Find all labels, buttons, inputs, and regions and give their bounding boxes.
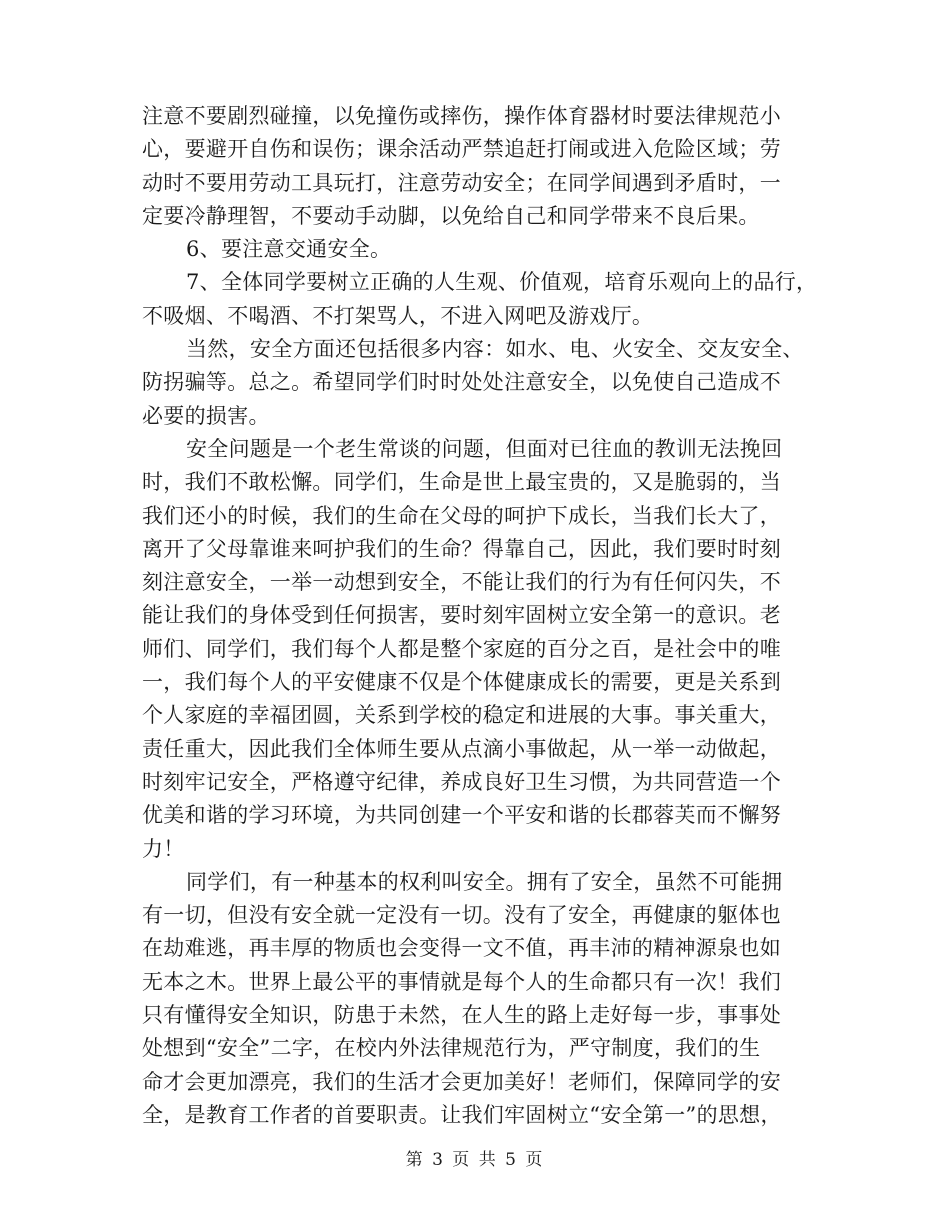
text-line: 全，是教育工作者的首要职责。让我们牢固树立“安全第一”的思想， — [142, 1102, 782, 1127]
text-line: 在劫难逃，再丰厚的物质也会变得一文不值，再丰沛的精神源泉也如 — [142, 936, 781, 961]
text-line: 责任重大，因此我们全体师生要从点滴小事做起，从一举一动做起， — [142, 736, 781, 761]
text-line: 不吸烟、不喝酒、不打架骂人，不进入网吧及游戏厅。 — [142, 303, 654, 328]
text-line: 必要的损害。 — [142, 403, 270, 428]
text-line: 我们还小的时候，我们的生命在父母的呵护下成长，当我们长大了， — [142, 503, 781, 528]
text-line: 只有懂得安全知识，防患于未然，在人生的路上走好每一步，事事处 — [142, 1003, 781, 1028]
paragraph — [142, 233, 810, 266]
text-line: 定要冷静理智，不要动手动脚，以免给自己和同学带来不良后果。 — [142, 203, 760, 228]
text-line: 6、要注意交通安全。 — [186, 237, 392, 262]
text-line: 师们、同学们，我们每个人都是整个家庭的百分之百，是社会中的唯 — [142, 636, 781, 661]
paragraph — [142, 333, 810, 433]
text-line: 刻注意安全，一举一动想到安全，不能让我们的行为有任何闪失，不 — [142, 570, 781, 595]
text-line: 时，我们不敢松懈。同学们，生命是世上最宝贵的，又是脆弱的，当 — [142, 470, 781, 495]
text-line: 能让我们的身体受到任何损害，要时刻牢固树立安全第一的意识。老 — [142, 603, 781, 628]
text-line: 优美和谐的学习环境，为共同创建一个平安和谐的长郡蓉芙而不懈努 — [142, 803, 781, 828]
text-line: 命才会更加漂亮，我们的生活才会更加美好！老师们，保障同学的安 — [142, 1069, 781, 1094]
paragraph — [142, 433, 810, 866]
text-line: 当然，安全方面还包括很多内容：如水、电、火安全、交友安全、 — [186, 337, 804, 362]
paragraph — [142, 866, 810, 1132]
document-body — [142, 100, 818, 1132]
text-line: 同学们，有一种基本的权利叫安全。拥有了安全，虽然不可能拥 — [186, 869, 783, 894]
text-line: 离开了父母靠谁来呵护我们的生命？得靠自己，因此，我们要时时刻 — [142, 536, 781, 561]
text-line: 动时不要用劳动工具玩打，注意劳动安全；在同学间遇到矛盾时，一 — [142, 170, 781, 195]
paragraph — [142, 266, 818, 333]
text-line: 一，我们每个人的平安健康不仅是个体健康成长的需要，更是关系到 — [142, 670, 781, 695]
text-line: 注意不要剧烈碰撞，以免撞伤或摔伤，操作体育器材时要法律规范小 — [142, 104, 781, 128]
text-line: 有一切，但没有安全就一定没有一切。没有了安全，再健康的躯体也 — [142, 903, 781, 928]
text-line: 7、全体同学要树立正确的人生观、价值观，培育乐观向上的品行， — [186, 270, 818, 295]
text-line: 处想到“安全”二字，在校内外法律规范行为，严守制度，我们的生 — [142, 1036, 761, 1061]
page-footer: 第 3 页 共 5 页 — [405, 1150, 545, 1170]
text-line: 安全问题是一个老生常谈的问题，但面对已往血的教训无法挽回 — [186, 436, 783, 461]
text-line: 力！ — [142, 836, 185, 861]
text-line: 时刻牢记安全，严格遵守纪律，养成良好卫生习惯，为共同营造一个 — [142, 769, 781, 794]
text-line: 心，要避开自伤和误伤；课余活动严禁追赶打闹或进入危险区域；劳 — [142, 137, 781, 162]
text-line: 防拐骗等。总之。希望同学们时时处处注意安全，以免使自己造成不 — [142, 370, 781, 395]
paragraph — [142, 100, 810, 233]
text-line: 个人家庭的幸福团圆，关系到学校的稳定和进展的大事。事关重大， — [142, 703, 781, 728]
text-line: 无本之木。世界上最公平的事情就是每个人的生命都只有一次！我们 — [142, 969, 781, 994]
